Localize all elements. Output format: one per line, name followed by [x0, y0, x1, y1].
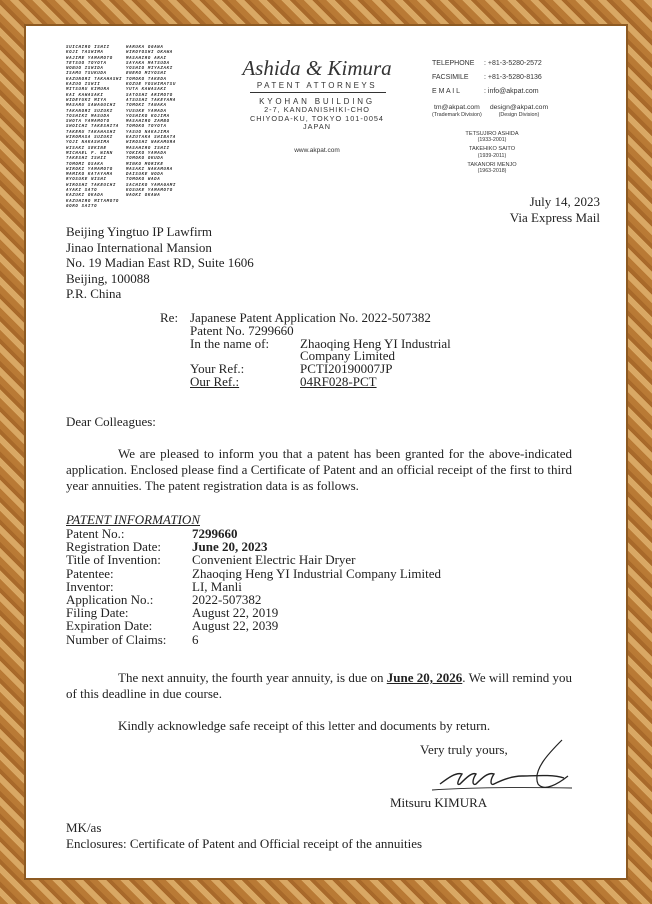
- founder-name: TETSUJIRO ASHIDA: [465, 131, 519, 137]
- partner-name: MICHAEL P. WINN: [66, 149, 113, 155]
- info-value: 2022-507382: [192, 592, 262, 608]
- founder-years: (1933-2001): [477, 137, 507, 144]
- partner-name: YOKIKO YAMADA: [126, 149, 167, 155]
- info-label: Filing Date:: [66, 605, 129, 621]
- partner-name: MASAHIRO ISHII: [126, 144, 170, 150]
- info-label: Inventor:: [66, 578, 114, 594]
- partner-name: HISAKI SEKINE: [66, 144, 107, 150]
- partner-name: HAJIME YAMAMOTO: [66, 54, 113, 60]
- firm-address: [222, 98, 412, 132]
- founder-name: TAKANORI MENJO: [467, 161, 517, 168]
- firm-subtitle: PATENT ATTORNEYS: [256, 81, 378, 90]
- annuity-due-date: June 20, 2026: [386, 670, 463, 685]
- partner-name: MAMIKO KATAYAMA: [66, 171, 113, 177]
- partner-name: KOSUKE YAMAMOTO: [126, 187, 173, 193]
- our-ref-label: Our Ref.:: [190, 373, 240, 389]
- partner-name: HARUKA OGAWA: [126, 44, 164, 49]
- letter-date: July 14, 2023: [529, 194, 600, 209]
- enclosures: Enclosures: Certificate of Patent and Official receipt of the annuities: [66, 836, 423, 851]
- partner-name: SAYAKA MATSUDA: [126, 59, 170, 65]
- city-line: CHIYODA-KU, TOKYO 101-0054: [249, 113, 384, 123]
- partner-name: YUSUKE YAMADA: [126, 107, 167, 113]
- our-ref-value: 04RF028-PCT: [300, 373, 377, 389]
- partner-name: HIROSHI TAKEUCHI: [66, 181, 116, 187]
- telephone-number: +81-3-5280-2572: [487, 60, 542, 67]
- partner-name: NOBUO ISHIDA: [66, 65, 104, 71]
- partner-name: TOMOKO TOYOTA: [126, 123, 167, 129]
- founder-years: (1939-2011): [477, 152, 507, 159]
- partner-name: HIDEYUKI MIYA: [66, 96, 107, 102]
- partner-name: HIROSHI NAKAMURA: [126, 139, 176, 145]
- addressee-line: Beijing Yingtuo IP Lawfirm: [66, 224, 212, 239]
- facsimile-number: +81-3-5280-8136: [487, 74, 542, 81]
- founder-name: TAKEHIKO SAITO: [468, 146, 516, 153]
- partner-name: MASAHIRO ARAI: [126, 54, 167, 60]
- partner-name: SACHIKO YAMAGAMI: [126, 181, 176, 187]
- founders-list: [442, 128, 542, 174]
- annuity-text-end: . We will remind you of this deadline in due course.: [66, 670, 573, 701]
- addressee-line: P.R. China: [66, 286, 122, 301]
- facsimile-label: FACSIMILE: [432, 74, 469, 81]
- partner-name: KOZUE YOSHIMATSU: [126, 81, 176, 87]
- addressee-line: Jinao International Mansion: [66, 239, 212, 255]
- initials: MK/as: [66, 820, 102, 835]
- partner-name: YUTA KAWASAKI: [126, 86, 167, 92]
- your-ref-label: Your Ref.:: [190, 361, 245, 377]
- info-value: August 22, 2039: [192, 618, 279, 634]
- letter-page: [24, 24, 628, 880]
- delivery-method: Via Express Mail: [509, 209, 600, 225]
- paragraph-annuity: [66, 670, 572, 702]
- partner-name: MITSURU KIMURA: [66, 86, 110, 92]
- partner-name: ATSUSHI TAKEYAMA: [126, 96, 176, 102]
- table-row: [66, 553, 441, 566]
- partner-name: SHOTA YAMAMOTO: [66, 118, 110, 124]
- info-value: 6: [192, 631, 199, 647]
- partner-name: KAZUHIRO MITAMOTO: [66, 197, 120, 203]
- partner-name: TOMOKO TAKEDA: [126, 75, 167, 81]
- partner-name: RYOSUKE NISHI: [66, 176, 107, 182]
- firm-divider: [250, 92, 386, 93]
- partner-name: TOMOKO WADA: [126, 176, 161, 182]
- letter-date-block: [510, 194, 600, 225]
- street-line: 2-7, KANDANISHIKI-CHO: [264, 105, 370, 115]
- re-name-label: In the name of:: [190, 335, 270, 351]
- design-caption: (Design Division): [498, 112, 540, 118]
- re-application: Japanese Patent Application No. 2022-507382: [190, 310, 431, 325]
- partner-name: SHOICHI TAKESHITA: [66, 123, 120, 129]
- country-line: JAPAN: [303, 122, 331, 132]
- partner-name: TOSHIKI MASUDA: [66, 112, 110, 118]
- trademark-caption: (Trademark Division): [432, 112, 482, 118]
- salutation: Dear Colleagues:: [66, 414, 156, 429]
- re-name-value-cont: Company Limited: [300, 348, 395, 364]
- partner-name: ISAMU TSUKUDA: [66, 70, 107, 76]
- paragraph-acknowledge: Kindly acknowledge safe receipt of this letter and documents by return.: [118, 718, 491, 733]
- partner-name: NAOKI OKAWA: [126, 192, 161, 198]
- partner-name: SATOSHI ARIMOTO: [126, 91, 173, 97]
- partner-name: GORO SAITO: [66, 202, 98, 208]
- info-label: Number of Claims:: [66, 631, 167, 647]
- partner-name: HIROKI YAMAMOTO: [66, 165, 113, 171]
- re-patent-number: Patent No. 7299660: [190, 322, 294, 338]
- info-label: Title of Invention:: [66, 552, 161, 568]
- table-row: [66, 633, 441, 646]
- table-row: [66, 567, 441, 580]
- email-line: E M A I L : info@akpat.com: [432, 88, 539, 95]
- partner-name: YASUO NAKAJIMA: [126, 128, 170, 134]
- info-value: Convenient Electric Hair Dryer: [192, 552, 356, 568]
- partner-name: TAKANORI SUZUKI: [66, 107, 113, 113]
- info-label: Registration Date:: [66, 539, 161, 555]
- partner-name: YOJI NAKASHIMA: [66, 139, 110, 145]
- partner-name: HIROMASA SUZUKI: [66, 134, 113, 140]
- addressee-line: No. 19 Madian East RD, Suite 1606: [66, 255, 254, 270]
- signatory-name: Mitsuru KIMURA: [390, 795, 488, 810]
- partner-name: TOMOMI OSAKA: [66, 160, 104, 166]
- closing: Very truly yours,: [420, 742, 508, 757]
- facsimile-line: FACSIMILE : +81-3-5280-8136: [432, 74, 542, 81]
- firm-name: Ashida & Kimura: [242, 56, 392, 80]
- partner-name: TETSUO TOYOTA: [66, 59, 107, 65]
- reference-block: [160, 312, 451, 389]
- handwritten-signature: [422, 732, 582, 802]
- trademark-email[interactable]: tm@akpat.com: [434, 104, 480, 111]
- partner-name: AYAKI SATO: [66, 187, 98, 193]
- partner-name: MASAKI NAKAMURA: [126, 165, 173, 171]
- paragraph-grant-notice: We are pleased to inform you that a patent has been granted for the above-indicated application. Enclosed please find a Certificate of Patent and an official receipt of the first to third year annuities. The patent registration data is as follows.: [66, 446, 572, 493]
- partner-name: MASAHIRO ZAMBO: [126, 118, 170, 124]
- table-row: [66, 619, 441, 632]
- partner-name: KAZUO ISHII: [66, 81, 101, 87]
- info-label: Expiration Date:: [66, 618, 153, 634]
- addressee-line: Beijing, 100088: [66, 270, 150, 286]
- info-value: LI, Manli: [192, 578, 242, 594]
- telephone-label: TELEPHONE: [432, 60, 475, 67]
- partner-name: KOJI TASHIMA: [66, 49, 104, 55]
- email-address[interactable]: info@akpat.com: [487, 88, 539, 95]
- email-label: E M A I L: [432, 88, 461, 95]
- partner-name: YOSHIO MIYAZAKI: [126, 65, 173, 71]
- info-value: June 20, 2023: [192, 539, 268, 555]
- info-value: Zhaoqing Heng YI Industrial Company Limited: [192, 565, 441, 581]
- partner-name: KAZUTAKA SHIBATA: [126, 134, 176, 140]
- annuity-text: The next annuity, the fourth year annuity, is due on: [118, 670, 387, 685]
- partner-names-list: [66, 44, 186, 208]
- partner-name: ENERO MIYOSHI: [126, 70, 167, 76]
- partner-name: TOMOKO OKUDA: [126, 155, 164, 161]
- patent-information: [66, 513, 441, 646]
- re-name-value: Zhaoqing Heng YI Industrial: [300, 335, 451, 351]
- telephone-line: TELEPHONE : +81-3-5280-2572: [432, 60, 542, 67]
- building-line: KYOHAN BUILDING: [259, 97, 375, 106]
- website-link[interactable]: www.akpat.com: [294, 147, 340, 154]
- partner-name: KAI KAWASAKI: [66, 91, 104, 97]
- design-email[interactable]: design@akpat.com: [489, 104, 549, 111]
- partner-name: DAISUKE NODA: [126, 171, 164, 177]
- partner-name: KAZUNORI TAKAHASHI: [66, 75, 122, 81]
- partner-name: TOMOKI TANAKA: [126, 102, 167, 108]
- partner-name: YOSHIKO KOJIMA: [126, 112, 170, 118]
- info-label: Application No.:: [66, 592, 154, 608]
- partner-name: SUICHIRO ISHII: [66, 44, 110, 49]
- partner-name: HIROYOSHI OKAWA: [126, 49, 173, 55]
- patent-info-heading: PATENT INFORMATION: [66, 512, 200, 527]
- addressee-block: [66, 224, 254, 302]
- info-label: Patentee:: [66, 565, 114, 581]
- partner-name: MASARU SAWAGUCHI: [66, 102, 116, 108]
- partner-name: TAKESHI ISHII: [66, 155, 107, 161]
- founder-years: (1963-2018): [477, 168, 507, 175]
- info-label: Patent No.:: [66, 526, 125, 541]
- info-value: August 22, 2019: [192, 605, 279, 621]
- division-emails: [432, 104, 548, 118]
- info-value: 7299660: [192, 526, 238, 541]
- partner-name: TAKERU TAKAHASHI: [66, 128, 116, 134]
- partner-name: KAZUKI OKADA: [66, 192, 104, 198]
- re-label: Re:: [160, 310, 179, 325]
- partner-name: MINKO MORIKE: [126, 160, 164, 166]
- your-ref-value: PCTI20190007JP: [300, 361, 393, 377]
